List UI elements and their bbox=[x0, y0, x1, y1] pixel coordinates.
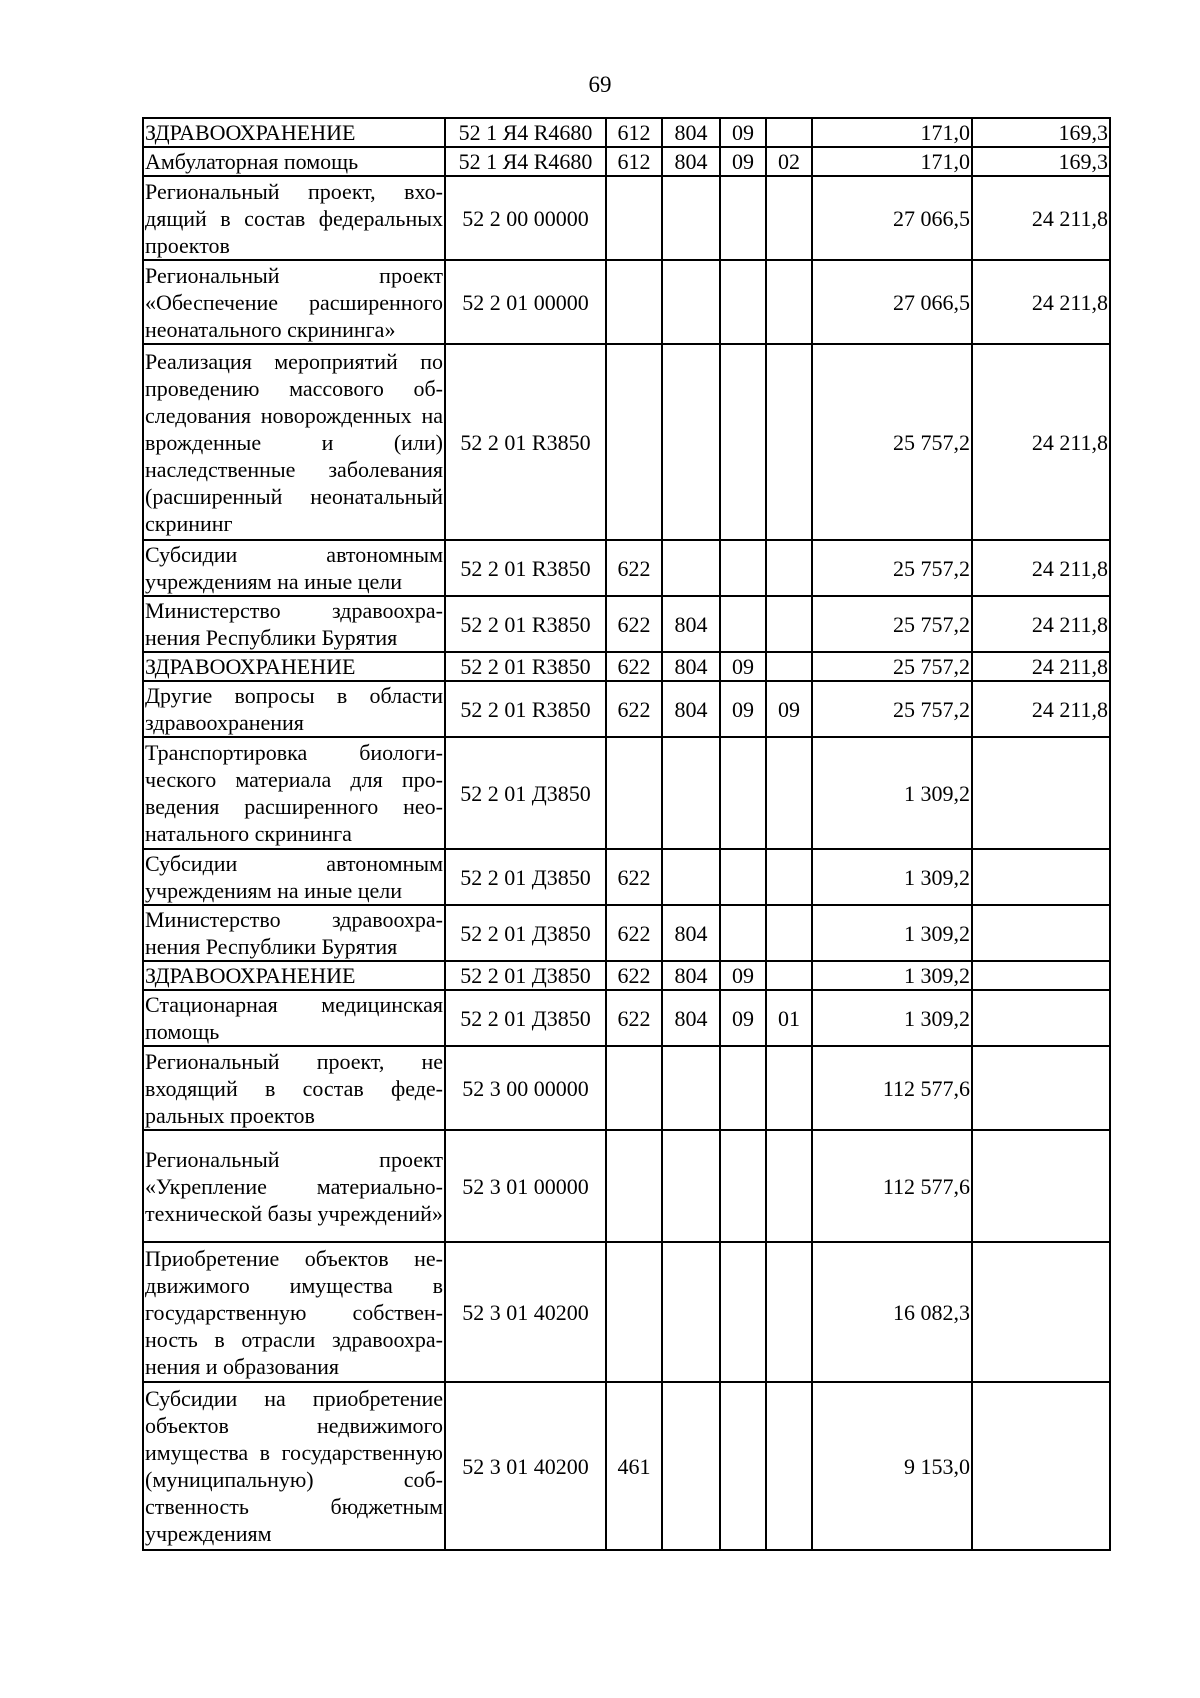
cell-name: Транспортировка биологического материала для проведения расширенного неонатального скрининга bbox=[143, 737, 445, 849]
cell-rz bbox=[720, 260, 766, 344]
cell-sum1: 27 066,5 bbox=[812, 260, 972, 344]
table-row bbox=[143, 737, 1110, 849]
table-row bbox=[143, 176, 1110, 260]
cell-pr bbox=[766, 849, 812, 905]
cell-sum1: 9 153,0 bbox=[812, 1382, 972, 1550]
cell-rz: 09 bbox=[720, 681, 766, 737]
cell-sum2: 24 211,8 bbox=[972, 540, 1110, 596]
cell-rz bbox=[720, 1242, 766, 1382]
cell-vr: 622 bbox=[606, 961, 662, 990]
cell-name: Региональный проект «Укрепление материально-технической базы учреждений» bbox=[143, 1130, 445, 1242]
cell-rz bbox=[720, 1130, 766, 1242]
cell-vr bbox=[606, 176, 662, 260]
cell-name: Министерство здравоохранения Республики Бурятия bbox=[145, 907, 443, 959]
cell-code: 52 3 01 40200 bbox=[445, 1242, 606, 1382]
cell-vr bbox=[606, 1046, 662, 1130]
cell-vr: 612 bbox=[606, 147, 662, 176]
cell-grbs bbox=[662, 1382, 720, 1550]
cell-sum2: 24 211,8 bbox=[972, 176, 1110, 260]
table-row bbox=[143, 961, 1110, 990]
cell-name: Субсидии на приобретение объектов недвижимого имущества в государственную (муниципальную) собственность бюджетным учреждениям bbox=[143, 1382, 445, 1550]
cell-name: ЗДРАВООХРАНЕНИЕ bbox=[143, 118, 445, 147]
cell-sum2: 24 211,8 bbox=[972, 260, 1110, 344]
cell-pr bbox=[766, 1130, 812, 1242]
cell-sum2 bbox=[972, 1046, 1110, 1130]
cell-rz: 09 bbox=[720, 961, 766, 990]
cell-code: 52 1 Я4 R4680 bbox=[445, 118, 606, 147]
cell-code: 52 2 01 Д3850 bbox=[445, 990, 606, 1046]
cell-rz bbox=[720, 540, 766, 596]
cell-sum2 bbox=[972, 990, 1110, 1046]
cell-vr bbox=[606, 344, 662, 540]
cell-sum1: 171,0 bbox=[812, 147, 972, 176]
cell-sum1: 25 757,2 bbox=[812, 652, 972, 681]
cell-grbs: 804 bbox=[662, 118, 720, 147]
cell-vr: 622 bbox=[606, 849, 662, 905]
cell-grbs bbox=[662, 540, 720, 596]
cell-sum1: 1 309,2 bbox=[812, 990, 972, 1046]
cell-grbs bbox=[662, 344, 720, 540]
cell-sum2 bbox=[972, 1382, 1110, 1550]
cell-sum1: 25 757,2 bbox=[812, 344, 972, 540]
cell-vr: 622 bbox=[606, 652, 662, 681]
cell-sum2: 24 211,8 bbox=[972, 652, 1110, 681]
cell-code: 52 2 01 R3850 bbox=[445, 344, 606, 540]
cell-grbs bbox=[662, 849, 720, 905]
cell-pr bbox=[766, 540, 812, 596]
cell-rz bbox=[720, 1046, 766, 1130]
cell-code: 52 1 Я4 R4680 bbox=[445, 147, 606, 176]
cell-name: Региональный проект, входящий в состав федеральных проектов bbox=[143, 176, 445, 260]
cell-grbs: 804 bbox=[662, 681, 720, 737]
cell-rz: 09 bbox=[720, 147, 766, 176]
cell-vr: 622 bbox=[606, 540, 662, 596]
cell-vr: 622 bbox=[606, 596, 662, 652]
cell-code: 52 2 01 Д3850 bbox=[445, 849, 606, 905]
cell-rz bbox=[720, 905, 766, 961]
table-row bbox=[143, 344, 1110, 540]
cell-rz: 09 bbox=[720, 652, 766, 681]
cell-name: ЗДРАВООХРАНЕНИЕ bbox=[143, 652, 445, 681]
cell-rz: 09 bbox=[720, 118, 766, 147]
cell-pr bbox=[766, 961, 812, 990]
cell-name: Другие вопросы в области здравоохранения bbox=[145, 683, 443, 735]
table-row bbox=[143, 905, 1110, 961]
cell-pr: 09 bbox=[766, 681, 812, 737]
table-row bbox=[143, 1242, 1110, 1382]
cell-pr bbox=[766, 652, 812, 681]
cell-code: 52 2 01 Д3850 bbox=[445, 737, 606, 849]
cell-rz bbox=[720, 849, 766, 905]
cell-rz bbox=[720, 176, 766, 260]
table-row bbox=[143, 1130, 1110, 1242]
cell-sum1: 1 309,2 bbox=[812, 961, 972, 990]
cell-vr: 612 bbox=[606, 118, 662, 147]
cell-code: 52 3 00 00000 bbox=[445, 1046, 606, 1130]
cell-grbs: 804 bbox=[662, 961, 720, 990]
cell-pr bbox=[766, 905, 812, 961]
cell-sum2 bbox=[972, 1242, 1110, 1382]
cell-vr bbox=[606, 737, 662, 849]
cell-name: Приобретение объектов недвижимого имущества в государственную собственность в отрасли здравоохранения и образования bbox=[143, 1242, 445, 1382]
table-row bbox=[143, 1382, 1110, 1550]
table-body bbox=[143, 118, 1110, 1550]
cell-pr bbox=[766, 118, 812, 147]
cell-sum1: 25 757,2 bbox=[812, 681, 972, 737]
cell-sum2 bbox=[972, 849, 1110, 905]
cell-sum1: 1 309,2 bbox=[812, 849, 972, 905]
cell-rz bbox=[720, 344, 766, 540]
page-number: 69 bbox=[588, 72, 612, 97]
cell-sum2 bbox=[972, 1130, 1110, 1242]
cell-name: Амбулаторная помощь bbox=[143, 147, 445, 176]
cell-sum1: 27 066,5 bbox=[812, 176, 972, 260]
cell-pr bbox=[766, 1242, 812, 1382]
cell-grbs: 804 bbox=[662, 652, 720, 681]
cell-sum2: 24 211,8 bbox=[972, 344, 1110, 540]
cell-sum1: 112 577,6 bbox=[812, 1046, 972, 1130]
cell-grbs bbox=[662, 1242, 720, 1382]
cell-sum2: 169,3 bbox=[972, 147, 1110, 176]
table-row bbox=[143, 849, 1110, 905]
cell-sum2 bbox=[972, 961, 1110, 990]
cell-sum1: 25 757,2 bbox=[812, 540, 972, 596]
cell-sum1: 1 309,2 bbox=[812, 905, 972, 961]
cell-grbs: 804 bbox=[662, 990, 720, 1046]
cell-pr bbox=[766, 596, 812, 652]
cell-code: 52 2 01 R3850 bbox=[445, 540, 606, 596]
table-row bbox=[143, 596, 1110, 652]
cell-name: Региональный проект «Обеспечение расширенного неонатального скрининга» bbox=[143, 260, 445, 344]
table-row bbox=[143, 652, 1110, 681]
cell-pr: 01 bbox=[766, 990, 812, 1046]
cell-code: 52 2 01 Д3850 bbox=[445, 961, 606, 990]
cell-grbs bbox=[662, 1046, 720, 1130]
cell-code: 52 2 01 R3850 bbox=[445, 652, 606, 681]
cell-name: ЗДРАВООХРАНЕНИЕ bbox=[143, 961, 445, 990]
cell-sum1: 25 757,2 bbox=[812, 596, 972, 652]
cell-sum2 bbox=[972, 737, 1110, 849]
cell-vr: 622 bbox=[606, 681, 662, 737]
table-row bbox=[143, 118, 1110, 147]
cell-sum1: 171,0 bbox=[812, 118, 972, 147]
cell-code: 52 2 01 R3850 bbox=[445, 596, 606, 652]
cell-name: Стационарная медицинская помощь bbox=[145, 992, 443, 1044]
cell-sum1: 16 082,3 bbox=[812, 1242, 972, 1382]
cell-grbs: 804 bbox=[662, 596, 720, 652]
cell-pr bbox=[766, 737, 812, 849]
cell-name: Субсидии автономным учреждениям на иные цели bbox=[145, 542, 443, 594]
cell-name: Реализация мероприятий по проведению массового обследования новорожденных на врожденные и (или) наследственные заболевания (расширенный неонатальный скрининг bbox=[143, 344, 445, 540]
cell-rz bbox=[720, 1382, 766, 1550]
table-row bbox=[143, 260, 1110, 344]
cell-code: 52 2 00 00000 bbox=[445, 176, 606, 260]
cell-code: 52 2 01 R3850 bbox=[445, 681, 606, 737]
cell-grbs bbox=[662, 737, 720, 849]
cell-sum2 bbox=[972, 905, 1110, 961]
cell-name: Субсидии автономным учреждениям на иные цели bbox=[145, 851, 443, 903]
cell-vr: 622 bbox=[606, 990, 662, 1046]
cell-rz: 09 bbox=[720, 990, 766, 1046]
cell-vr bbox=[606, 1242, 662, 1382]
cell-name: Министерство здравоохранения Республики Бурятия bbox=[145, 598, 443, 650]
cell-vr: 622 bbox=[606, 905, 662, 961]
cell-vr bbox=[606, 260, 662, 344]
cell-code: 52 2 01 Д3850 bbox=[445, 905, 606, 961]
cell-pr: 02 bbox=[766, 147, 812, 176]
cell-grbs bbox=[662, 260, 720, 344]
cell-grbs bbox=[662, 176, 720, 260]
cell-sum1: 1 309,2 bbox=[812, 737, 972, 849]
cell-sum2: 24 211,8 bbox=[972, 596, 1110, 652]
cell-name: Региональный проект, не входящий в состав федеральных проектов bbox=[143, 1046, 445, 1130]
cell-grbs bbox=[662, 1130, 720, 1242]
cell-pr bbox=[766, 1382, 812, 1550]
cell-code: 52 3 01 00000 bbox=[445, 1130, 606, 1242]
cell-grbs: 804 bbox=[662, 147, 720, 176]
cell-pr bbox=[766, 260, 812, 344]
cell-vr: 461 bbox=[606, 1382, 662, 1550]
cell-pr bbox=[766, 344, 812, 540]
cell-sum2: 169,3 bbox=[972, 118, 1110, 147]
table-row bbox=[143, 681, 1110, 737]
cell-grbs: 804 bbox=[662, 905, 720, 961]
cell-sum1: 112 577,6 bbox=[812, 1130, 972, 1242]
cell-rz bbox=[720, 737, 766, 849]
table-row bbox=[143, 990, 1110, 1046]
table-row bbox=[143, 540, 1110, 596]
cell-code: 52 2 01 00000 bbox=[445, 260, 606, 344]
cell-code: 52 3 01 40200 bbox=[445, 1382, 606, 1550]
budget-table bbox=[142, 117, 1111, 1551]
cell-pr bbox=[766, 176, 812, 260]
cell-pr bbox=[766, 1046, 812, 1130]
cell-vr bbox=[606, 1130, 662, 1242]
cell-sum2: 24 211,8 bbox=[972, 681, 1110, 737]
table-row bbox=[143, 1046, 1110, 1130]
cell-rz bbox=[720, 596, 766, 652]
table-row bbox=[143, 147, 1110, 176]
